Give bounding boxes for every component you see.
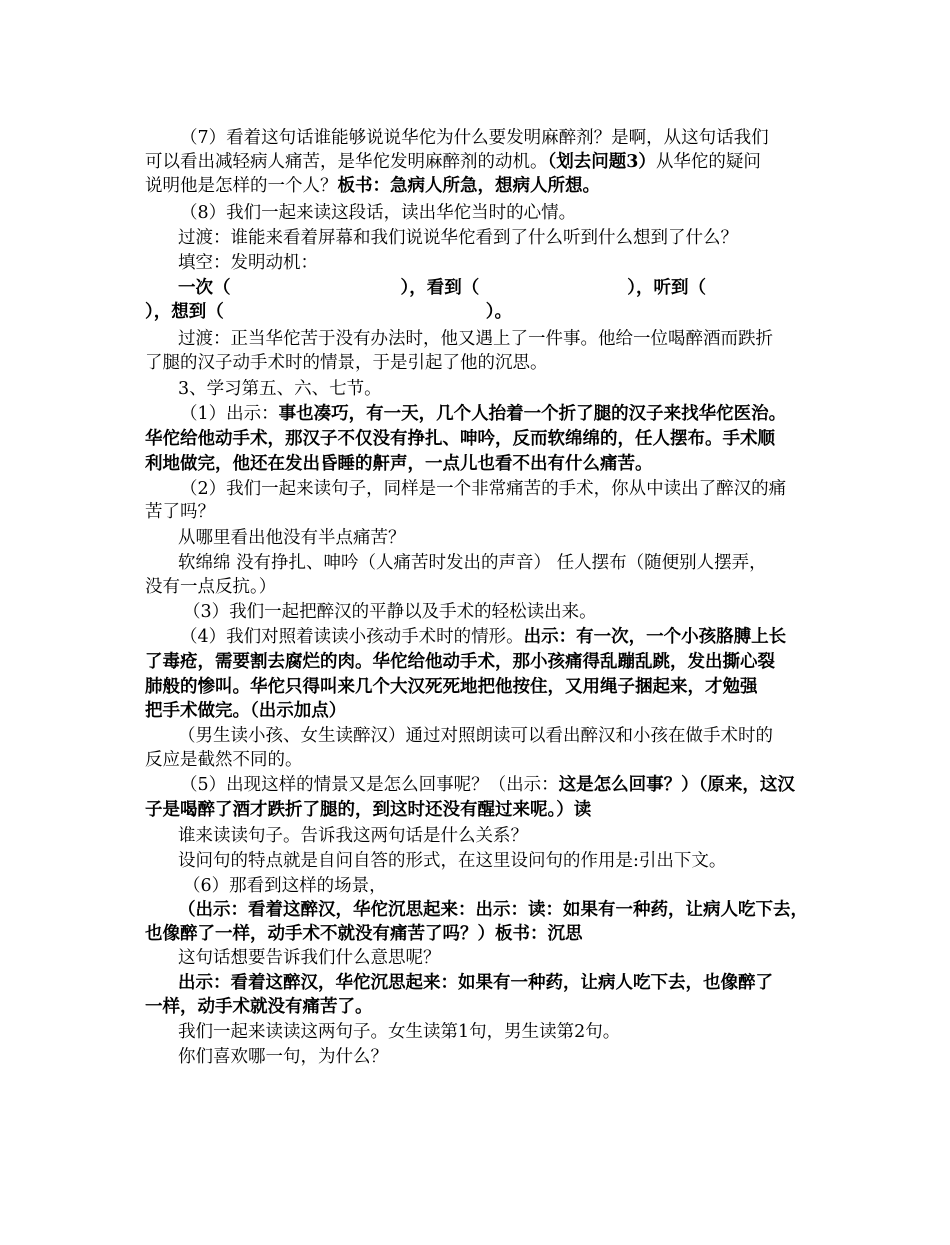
step-6-line-6: 一样，动手术就没有痛苦了。 [145, 997, 373, 1017]
transition-2-line-1: 过渡：正当华佗苦于没有办法时，他又遇上了一件事。他给一位喝醉酒而跌折 [178, 329, 773, 349]
step-4-line-5: （男生读小孩、女生读醉汉）通过对照朗读可以看出醉汉和小孩在做手术时的 [178, 726, 773, 746]
step-5-line-4: 设问句的特点就是自问自答的形式，在这里设问句的作用是:引出下文。 [178, 851, 727, 871]
step-6-line-3: 也像醉了一样，动手术不就没有痛苦了吗？）板书：沉思 [145, 924, 583, 944]
step-5-line-1: （5）出现这样的情景又是怎么回事呢？（出示：这是怎么回事？）（原来，这汉 [180, 775, 795, 795]
paragraph-8: （8）我们一起来读这段话，读出华佗当时的心情。 [180, 203, 577, 223]
fill-in-label: 填空：发明动机： [178, 253, 318, 273]
step-4-line-1: （4）我们对照着读读小孩动手术时的情形。出示：有一次，一个小孩胳膊上长 [180, 627, 787, 647]
step-5-line-2: 子是喝醉了酒才跌折了腿的，到这时还没有醒过来呢。）读 [145, 800, 592, 820]
step-6-line-1: （6）那看到这样的场景， [183, 876, 387, 896]
transition-2-line-2: 了腿的汉子动手术时的情景，于是引起了他的沉思。 [145, 353, 548, 373]
transition-1: 过渡：谁能来看着屏幕和我们说说华佗看到了什么听到什么想到了什么？ [178, 228, 738, 248]
step-2-line-2: 苦了吗？ [145, 502, 215, 522]
strike-question-note: （划去问题3） [547, 152, 656, 172]
step-6-line-2: （出示：看着这醉汉，华佗沉思起来：出示：读：如果有一种药，让病人吃下去， [178, 900, 808, 920]
paragraph-7-line-1: （7）看着这句话谁能够说说华佗为什么要发明麻醉剂？是啊，从这句话我们 [180, 128, 769, 148]
board-note-1: 板书：急病人所急，想病人所想。 [337, 176, 600, 196]
step-4-line-6: 反应是截然不同的。 [145, 750, 303, 770]
step-2-line-4: 软绵绵 没有挣扎、呻吟（人痛苦时发出的声音） 任人摆布（随便别人摆弄， [178, 553, 767, 573]
step-6-line-7: 我们一起来读读这两句子。女生读第1句，男生读第2句。 [178, 1022, 621, 1042]
step-3: （3）我们一起把醉汉的平静以及手术的轻松读出来。 [183, 602, 597, 622]
step-6-line-5: 出示：看着这醉汉，华佗沉思起来：如果有一种药，让病人吃下去，也像醉了 [178, 973, 773, 993]
step-5-line-3: 谁来读读句子。告诉我这两句话是什么关系？ [178, 826, 528, 846]
step-1-line-1: （1）出示：事也凑巧，有一天，几个人抬着一个折了腿的汉子来找华佗医治。 [180, 404, 787, 424]
step-2-line-3: 从哪里看出他没有半点痛苦？ [178, 528, 406, 548]
step-6-line-4: 这句话想要告诉我们什么意思呢？ [178, 948, 441, 968]
paragraph-7-line-2: 可以看出减轻病人痛苦，是华佗发明麻醉剂的动机。（划去问题3）从华佗的疑问 [145, 152, 761, 172]
step-1-line-2: 华佗给他动手术，那汉子不仅没有挣扎、呻吟，反而软绵绵的，任人摆布。手术顺 [145, 429, 775, 449]
step-4-line-2: 了毒疮，需要割去腐烂的肉。华佗给他动手术，那小孩痛得乱蹦乱跳，发出撕心裂 [145, 652, 775, 672]
step-4-line-4: 把手术做完。（出示加点） [145, 701, 347, 721]
step-6-line-8: 你们喜欢哪一句，为什么？ [178, 1047, 388, 1067]
step-2-line-1: （2）我们一起来读句子，同样是一个非常痛苦的手术，你从中读出了醉汉的痛 [180, 479, 787, 499]
fill-in-line-1: 一次（ ），看到（ ），听到（ [178, 278, 706, 298]
step-2-line-5: 没有一点反抗。） [145, 577, 277, 597]
section-3-heading: 3、学习第五、六、七节。 [178, 379, 382, 399]
fill-in-line-2: ），想到（ ）。 [145, 302, 512, 322]
paragraph-7-line-3: 说明他是怎样的一个人？板书：急病人所急，想病人所想。 [145, 176, 600, 196]
step-4-line-3: 肺般的惨叫。华佗只得叫来几个大汉死死地把他按住，又用绳子捆起来，才勉强 [145, 677, 758, 697]
step-1-line-3: 利地做完，他还在发出昏睡的鼾声，一点儿也看不出有什么痛苦。 [145, 454, 653, 474]
